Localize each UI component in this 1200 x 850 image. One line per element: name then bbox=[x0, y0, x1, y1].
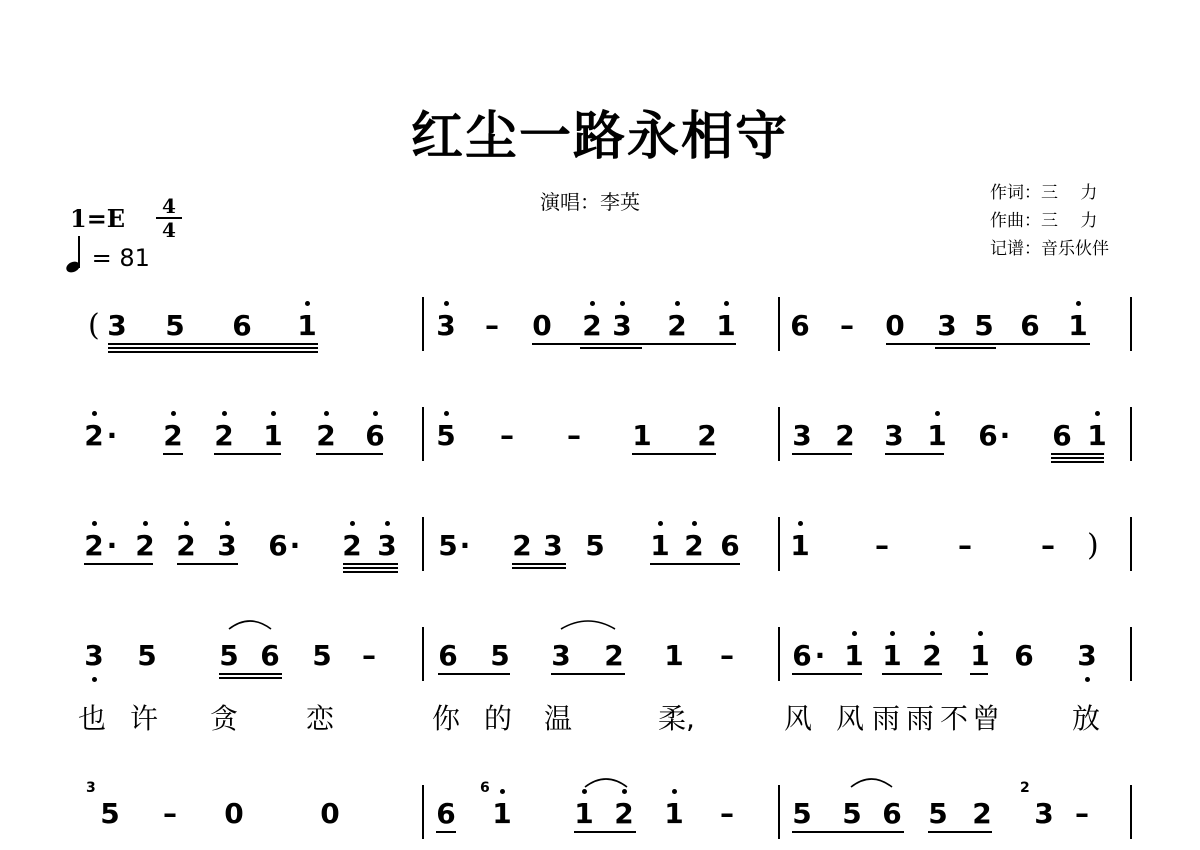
note: 1 bbox=[970, 639, 990, 672]
transcriber-credit: 记谱：音乐伙伴 bbox=[990, 239, 1109, 259]
barline bbox=[778, 407, 780, 461]
beam-line bbox=[632, 453, 716, 455]
note: 1 bbox=[844, 639, 864, 672]
note: 2 bbox=[135, 529, 155, 562]
note: 1 bbox=[882, 639, 902, 672]
tie-arc bbox=[560, 617, 616, 631]
high-octave-dot bbox=[672, 789, 677, 794]
note: 1 bbox=[263, 419, 283, 452]
high-octave-dot bbox=[852, 631, 857, 636]
high-octave-dot bbox=[500, 789, 505, 794]
beam-line bbox=[970, 673, 988, 675]
beam-line bbox=[219, 677, 282, 679]
note: 2 bbox=[684, 529, 704, 562]
note: 5 bbox=[436, 419, 456, 452]
note: 1 bbox=[664, 797, 684, 830]
high-octave-dot bbox=[305, 301, 310, 306]
barline bbox=[778, 627, 780, 681]
note: 3 bbox=[436, 309, 456, 342]
beam-line bbox=[928, 831, 992, 833]
high-octave-dot bbox=[143, 521, 148, 526]
note: 3 bbox=[217, 529, 237, 562]
lyric: 风 bbox=[836, 702, 865, 735]
high-octave-dot bbox=[324, 411, 329, 416]
note: 2 bbox=[614, 797, 634, 830]
note: 3 bbox=[937, 309, 957, 342]
lyric: 也 bbox=[78, 702, 107, 735]
key-signature: 1=E bbox=[70, 204, 126, 233]
high-octave-dot bbox=[171, 411, 176, 416]
singer-credit: 演唱：李英 bbox=[540, 190, 640, 214]
low-octave-dot bbox=[92, 677, 97, 682]
augmentation-dot: · bbox=[106, 419, 118, 452]
note: 1 bbox=[632, 419, 652, 452]
beam-line bbox=[551, 673, 625, 675]
lyric: 风 bbox=[784, 702, 813, 735]
tie-arc bbox=[850, 775, 893, 789]
barline bbox=[422, 407, 424, 461]
composer-credit: 作曲：三 力 bbox=[990, 211, 1098, 231]
beam-line bbox=[843, 673, 862, 675]
note: 1 bbox=[492, 797, 512, 830]
note: 1 bbox=[1068, 309, 1088, 342]
barline bbox=[1130, 517, 1132, 571]
note: 2 bbox=[84, 529, 104, 562]
high-octave-dot bbox=[271, 411, 276, 416]
dash: – bbox=[485, 309, 499, 342]
high-octave-dot bbox=[935, 411, 940, 416]
beam-line bbox=[574, 831, 636, 833]
augmentation-dot: · bbox=[106, 529, 118, 562]
dash: – bbox=[875, 529, 889, 562]
lyric: 不 bbox=[940, 702, 969, 735]
note: 5 bbox=[137, 639, 157, 672]
augmentation-dot: · bbox=[459, 529, 471, 562]
high-octave-dot bbox=[373, 411, 378, 416]
high-octave-dot bbox=[350, 521, 355, 526]
barline bbox=[422, 785, 424, 839]
note: 6 bbox=[1052, 419, 1072, 452]
note: 2 bbox=[512, 529, 532, 562]
beam-line bbox=[512, 567, 566, 569]
high-octave-dot bbox=[444, 301, 449, 306]
low-octave-dot bbox=[1085, 677, 1090, 682]
note: 2 bbox=[84, 419, 104, 452]
note: 2 bbox=[163, 419, 183, 452]
beam-line bbox=[580, 347, 642, 349]
high-octave-dot bbox=[590, 301, 595, 306]
note: 5 bbox=[842, 797, 862, 830]
note: 1 bbox=[790, 529, 810, 562]
beam-line bbox=[108, 351, 318, 353]
dash: – bbox=[840, 309, 854, 342]
note: 5 bbox=[490, 639, 510, 672]
lyric: 曾 bbox=[972, 702, 1001, 735]
note: 2 bbox=[697, 419, 717, 452]
note: 5 bbox=[974, 309, 994, 342]
note: 3 bbox=[107, 309, 127, 342]
beam-line bbox=[512, 563, 566, 565]
beam-line bbox=[650, 563, 704, 565]
lyric: 雨 bbox=[906, 702, 935, 735]
note: 2 bbox=[835, 419, 855, 452]
augmentation-dot: · bbox=[289, 529, 301, 562]
note: 1 bbox=[1087, 419, 1107, 452]
note: 3 bbox=[551, 639, 571, 672]
barline bbox=[778, 785, 780, 839]
high-octave-dot bbox=[692, 521, 697, 526]
beam-line bbox=[1051, 461, 1104, 463]
note: 1 bbox=[716, 309, 736, 342]
note: 5 bbox=[219, 639, 239, 672]
lyricist-credit: 作词：三 力 bbox=[990, 183, 1098, 203]
beam-line bbox=[343, 571, 398, 573]
barline bbox=[778, 297, 780, 351]
beam-line bbox=[842, 831, 904, 833]
barline bbox=[1130, 407, 1132, 461]
dash: – bbox=[720, 639, 734, 672]
note: 1 bbox=[297, 309, 317, 342]
beam-line bbox=[135, 563, 153, 565]
high-octave-dot bbox=[890, 631, 895, 636]
beam-line bbox=[177, 563, 238, 565]
dash: – bbox=[362, 639, 376, 672]
grace-note: 2 bbox=[1020, 780, 1030, 796]
note: 1 bbox=[927, 419, 947, 452]
barline bbox=[778, 517, 780, 571]
note: 6 bbox=[365, 419, 385, 452]
lyric: 温 bbox=[544, 702, 573, 735]
barline bbox=[422, 297, 424, 351]
lyric: 许 bbox=[130, 702, 159, 735]
lyric: 你 bbox=[432, 702, 461, 735]
note: 1 bbox=[574, 797, 594, 830]
high-octave-dot bbox=[620, 301, 625, 306]
beam-line bbox=[438, 673, 510, 675]
beam-line bbox=[108, 343, 318, 345]
lyric: 柔, bbox=[658, 702, 695, 735]
note: 6 bbox=[232, 309, 252, 342]
lyric: 的 bbox=[484, 702, 513, 735]
beam-line bbox=[316, 453, 383, 455]
note: 2 bbox=[922, 639, 942, 672]
note: 2 bbox=[604, 639, 624, 672]
tempo-value: = 81 bbox=[91, 244, 150, 272]
grace-note: 3 bbox=[86, 780, 96, 796]
note: 3 bbox=[377, 529, 397, 562]
note: 0 bbox=[885, 309, 905, 342]
note: 6 bbox=[882, 797, 902, 830]
note: 1 bbox=[664, 639, 684, 672]
beam-line bbox=[343, 563, 398, 565]
parenthesis: ( bbox=[88, 308, 100, 343]
note: 5 bbox=[100, 797, 120, 830]
beam-line bbox=[580, 343, 642, 345]
note: 3 bbox=[1077, 639, 1097, 672]
augmentation-dot: · bbox=[814, 639, 826, 672]
barline bbox=[1130, 297, 1132, 351]
high-octave-dot bbox=[184, 521, 189, 526]
note: 6 bbox=[720, 529, 740, 562]
beam-line bbox=[219, 673, 282, 675]
beam-line bbox=[436, 831, 456, 833]
dash: – bbox=[567, 419, 581, 452]
high-octave-dot bbox=[444, 411, 449, 416]
lyric: 恋 bbox=[306, 702, 335, 735]
song-title: 红尘一路永相守 bbox=[410, 106, 789, 167]
beam-line bbox=[343, 567, 398, 569]
note: 5 bbox=[165, 309, 185, 342]
note: 3 bbox=[1034, 797, 1054, 830]
beam-line bbox=[885, 453, 944, 455]
high-octave-dot bbox=[622, 789, 627, 794]
note: 6 bbox=[792, 639, 812, 672]
barline bbox=[1130, 627, 1132, 681]
note: 2 bbox=[316, 419, 336, 452]
note: 5 bbox=[792, 797, 812, 830]
high-octave-dot bbox=[978, 631, 983, 636]
high-octave-dot bbox=[225, 521, 230, 526]
lyric: 放 bbox=[1072, 702, 1101, 735]
beam-line bbox=[935, 343, 996, 345]
note: 0 bbox=[532, 309, 552, 342]
high-octave-dot bbox=[222, 411, 227, 416]
note: 2 bbox=[972, 797, 992, 830]
note: 5 bbox=[438, 529, 458, 562]
dash: – bbox=[500, 419, 514, 452]
note: 6 bbox=[436, 797, 456, 830]
note: 2 bbox=[176, 529, 196, 562]
high-octave-dot bbox=[582, 789, 587, 794]
high-octave-dot bbox=[92, 521, 97, 526]
note: 5 bbox=[312, 639, 332, 672]
augmentation-dot: · bbox=[999, 419, 1011, 452]
note: 6 bbox=[438, 639, 458, 672]
note: 2 bbox=[667, 309, 687, 342]
beam-line bbox=[882, 673, 942, 675]
note: 3 bbox=[884, 419, 904, 452]
note: 2 bbox=[214, 419, 234, 452]
high-octave-dot bbox=[1076, 301, 1081, 306]
dash: – bbox=[720, 797, 734, 830]
grace-note: 6 bbox=[480, 780, 490, 796]
note: 6 bbox=[1014, 639, 1034, 672]
beam-line bbox=[163, 453, 183, 455]
high-octave-dot bbox=[798, 521, 803, 526]
high-octave-dot bbox=[675, 301, 680, 306]
note: 6 bbox=[790, 309, 810, 342]
note: 3 bbox=[543, 529, 563, 562]
note: 0 bbox=[320, 797, 340, 830]
time-signature-top: 4 bbox=[162, 194, 176, 218]
note: 0 bbox=[224, 797, 244, 830]
dash: – bbox=[1075, 797, 1089, 830]
tie-arc bbox=[228, 617, 272, 631]
beam-line bbox=[108, 347, 318, 349]
note: 3 bbox=[792, 419, 812, 452]
note: 5 bbox=[928, 797, 948, 830]
barline bbox=[422, 517, 424, 571]
beam-line bbox=[1021, 343, 1090, 345]
note: 6 bbox=[268, 529, 288, 562]
barline bbox=[1130, 785, 1132, 839]
note: 6 bbox=[260, 639, 280, 672]
note: 2 bbox=[582, 309, 602, 342]
note: 6 bbox=[1020, 309, 1040, 342]
dash: – bbox=[163, 797, 177, 830]
lyric: 贪 bbox=[210, 702, 239, 735]
high-octave-dot bbox=[1095, 411, 1100, 416]
note: 6 bbox=[978, 419, 998, 452]
note: 1 bbox=[650, 529, 670, 562]
high-octave-dot bbox=[658, 521, 663, 526]
barline bbox=[422, 627, 424, 681]
dash: – bbox=[958, 529, 972, 562]
beam-line bbox=[214, 453, 281, 455]
time-signature-bottom: 4 bbox=[162, 218, 176, 242]
high-octave-dot bbox=[724, 301, 729, 306]
lyric: 雨 bbox=[872, 702, 901, 735]
note: 3 bbox=[612, 309, 632, 342]
parenthesis: ) bbox=[1087, 528, 1099, 563]
dash: – bbox=[1041, 529, 1055, 562]
high-octave-dot bbox=[385, 521, 390, 526]
note: 2 bbox=[342, 529, 362, 562]
high-octave-dot bbox=[92, 411, 97, 416]
tie-arc bbox=[584, 775, 628, 789]
beam-line bbox=[792, 453, 852, 455]
beam-line bbox=[1051, 457, 1104, 459]
high-octave-dot bbox=[930, 631, 935, 636]
beam-line bbox=[935, 347, 996, 349]
beam-line bbox=[1051, 453, 1104, 455]
note: 5 bbox=[585, 529, 605, 562]
note: 3 bbox=[84, 639, 104, 672]
